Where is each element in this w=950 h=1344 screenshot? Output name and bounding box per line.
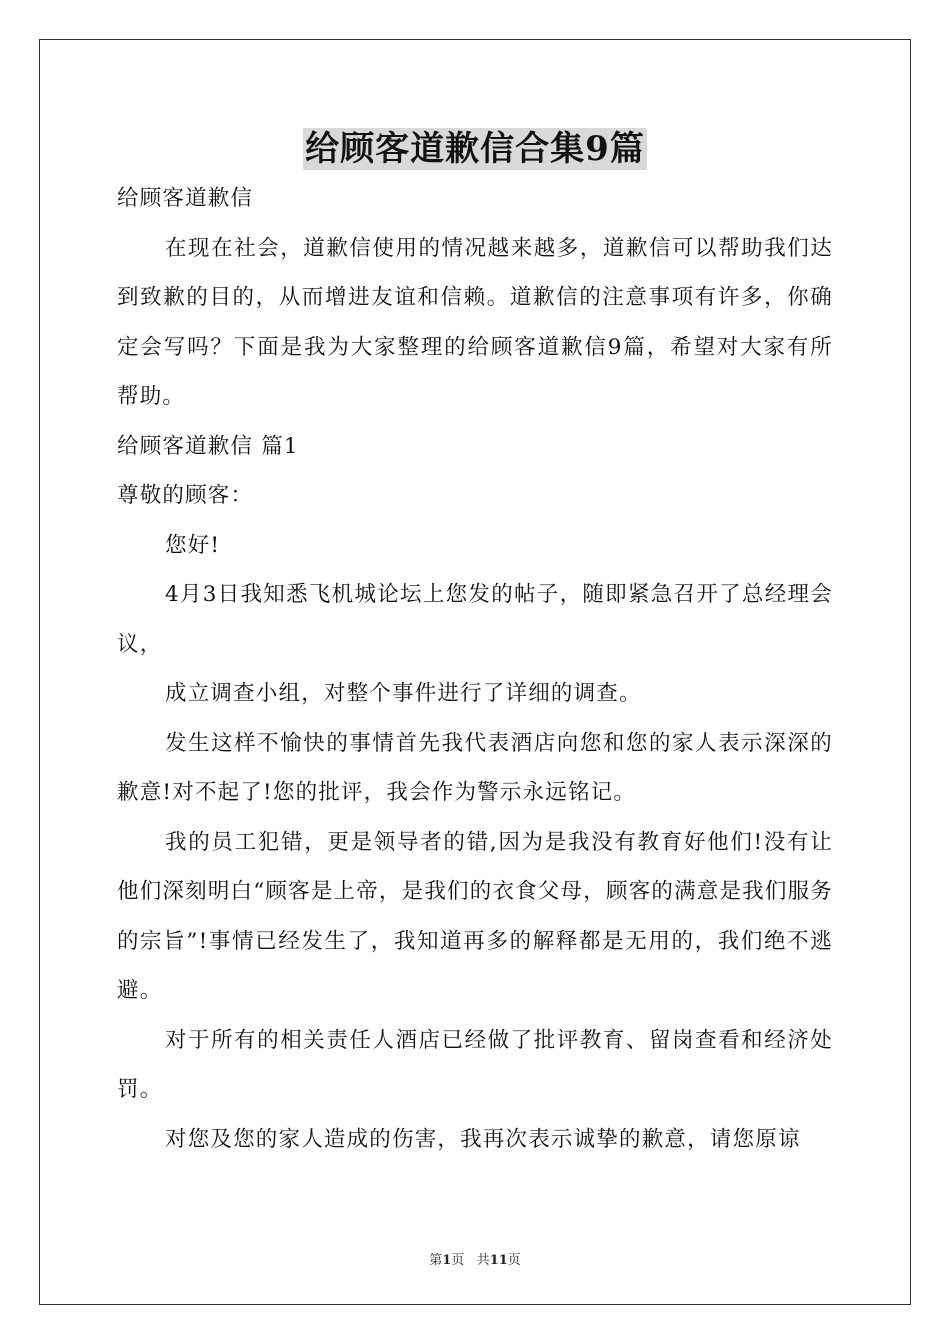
paragraph-body: 4月3日我知悉飞机城论坛上您发的帖子，随即紧急召开了总经理会议， [117,582,833,657]
total-prefix: 共 [476,1253,490,1268]
paragraph-salutation: 尊敬的顾客： [117,483,254,508]
document-title: 给顾客道歉信合集9篇 [305,129,645,169]
paragraph-section-title: 给顾客道歉信 篇1 [117,433,299,459]
paragraph-heading: 给顾客道歉信 [117,186,254,211]
document-title-wrapper [0,128,950,170]
page-suffix: 页 [451,1253,465,1268]
paragraph-body: 我的员工犯错，更是领导者的错,因为是我没有教育好他们!没有让他们深刻明白“顾客是上帝，是我们的衣食父母，顾客的满意是我们服务的宗旨”!事情已经发生了，我知道再多的解释都是无用的，我们绝不逃避。 [117,829,833,1003]
paragraph-greeting: 您好! [165,532,221,558]
paragraph-body: 对于所有的相关责任人酒店已经做了批评教育、留岗查看和经济处罚。 [117,1027,833,1102]
paragraph-body: 成立调查小组，对整个事件进行了详细的调查。 [165,681,642,706]
paragraph-body: 对您及您的家人造成的伤害，我再次表示诚挚的歉意，请您原谅 [165,1126,801,1152]
page-footer [0,1249,950,1268]
paragraph-body: 发生这样不愉快的事情首先我代表酒店向您和您的家人表示深深的歉意!对不起了!您的批评，我会作为警示永远铭记。 [117,730,833,805]
paragraph-intro: 在现在社会，道歉信使用的情况越来越多，道歉信可以帮助我们达到致歉的目的，从而增进友谊和信赖。道歉信的注意事项有许多，你确定会写吗？下面是我为大家整理的给顾客道歉信9篇，希望对大家有所帮助。 [117,235,833,409]
total-suffix: 页 [507,1253,521,1268]
total-pages: 11 [489,1253,508,1268]
page-number: 1 [442,1253,452,1268]
page-prefix: 第 [429,1253,443,1268]
document-body [117,174,833,1164]
